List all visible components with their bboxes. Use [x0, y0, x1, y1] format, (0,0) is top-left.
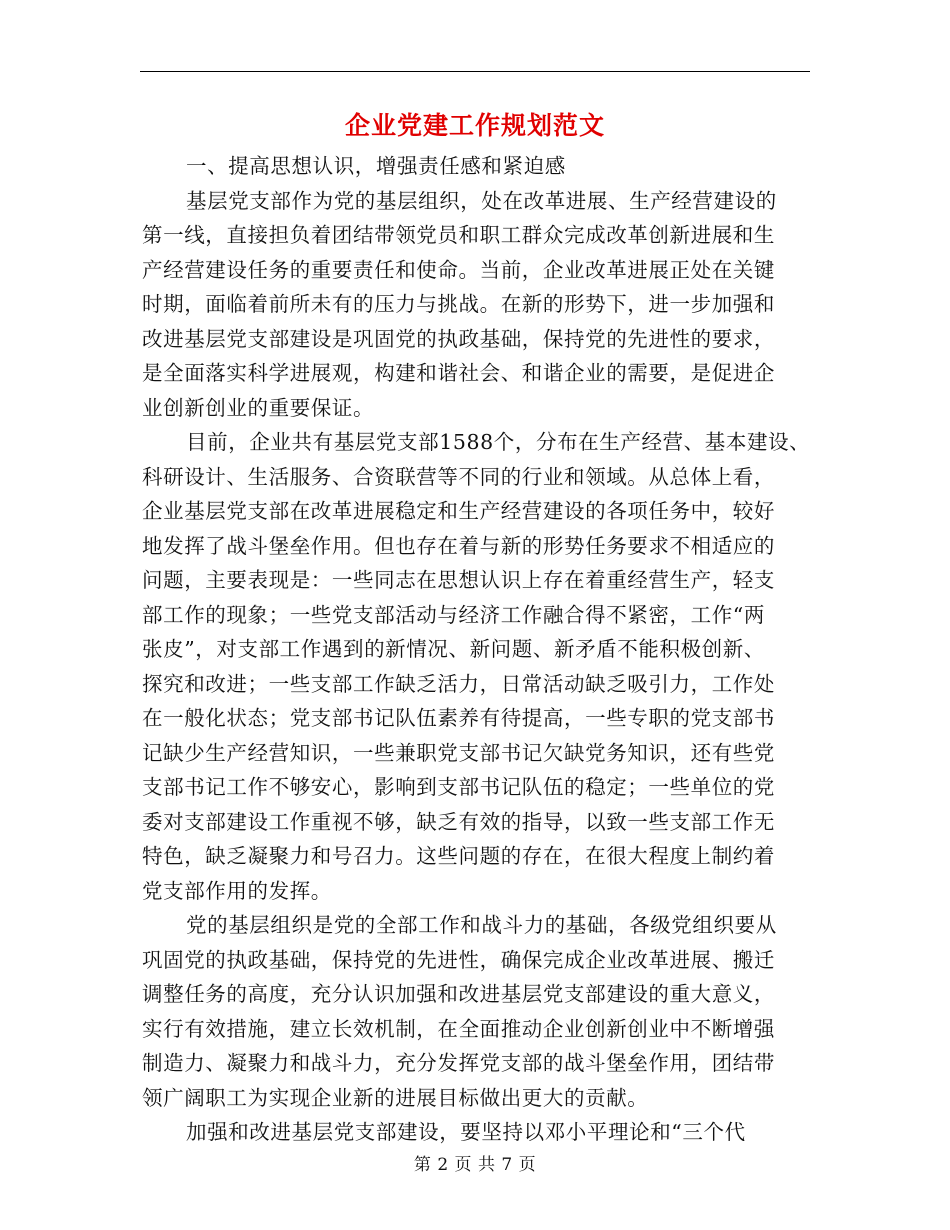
- body-text-line: 特色，缺乏凝聚力和号召力。这些问题的存在，在很大程度上制约着: [142, 844, 775, 868]
- body-text-line: 张皮”，对支部工作遇到的新情况、新问题、新矛盾不能积极创新、: [142, 637, 765, 661]
- header-rule: [140, 71, 810, 72]
- body-text-line: 记缺少生产经营知识，一些兼职党支部书记欠缺党务知识，还有些党: [142, 740, 775, 765]
- body-text-line: 巩固党的执政基础，保持党的先进性，确保完成企业改革进展、搬迁: [142, 947, 775, 972]
- body-text-line: 目前，企业共有基层党支部1588个，分布在生产经营、基本建设、: [186, 430, 811, 454]
- document-body: [142, 149, 814, 1150]
- document-title: 企业党建工作规划范文: [344, 111, 605, 140]
- body-text-line: 是全面落实科学进展观，构建和谐社会、和谐企业的需要，是促进企: [142, 361, 775, 385]
- body-text-line: 党支部作用的发挥。: [142, 878, 332, 903]
- body-text-line: 部工作的现象；一些党支部活动与经济工作融合得不紧密，工作“两: [142, 602, 765, 627]
- body-text-line: 基层党支部作为党的基层组织，处在改革进展、生产经营建设的: [186, 188, 777, 213]
- section-heading: 一、提高思想认识，增强责任感和紧迫感: [186, 154, 566, 178]
- body-text-line: 委对支部建设工作重视不够，缺乏有效的指导，以致一些支部工作无: [142, 809, 775, 834]
- body-text-line: 产经营建设任务的重要责任和使命。当前，企业改革进展正处在关键: [142, 257, 775, 282]
- body-text-line: 业创新创业的重要保证。: [142, 395, 375, 420]
- body-text-line: 地发挥了战斗堡垒作用。但也存在着与新的形势任务要求不相适应的: [142, 533, 775, 558]
- body-text-line: 在一般化状态；党支部书记队伍素养有待提高，一些专职的党支部书: [142, 706, 775, 730]
- body-text-line: 第一线，直接担负着团结带领党员和职工群众完成改革创新进展和生: [142, 223, 775, 247]
- body-text-line: 问题，主要表现是：一些同志在思想认识上存在着重经营生产，轻支: [142, 568, 775, 592]
- body-text-line: 时期，面临着前所未有的压力与挑战。在新的形势下，进一步加强和: [142, 292, 775, 316]
- body-text-line: 企业基层党支部在改革进展稳定和生产经营建设的各项任务中，较好: [142, 499, 775, 523]
- body-text-line: 探究和改进；一些支部工作缺乏活力，日常活动缺乏吸引力，工作处: [142, 671, 775, 696]
- body-text-line: 制造力、凝聚力和战斗力，充分发挥党支部的战斗堡垒作用，团结带: [142, 1051, 775, 1075]
- body-text-line: 加强和改进基层党支部建设，要坚持以邓小平理论和“三个代: [186, 1120, 746, 1144]
- body-text-line: 科研设计、生活服务、合资联营等不同的行业和领域。从总体上看，: [142, 464, 775, 489]
- page-number: 第 2 页 共 7 页: [413, 1155, 537, 1175]
- body-text-line: 党的基层组织是党的全部工作和战斗力的基础，各级党组织要从: [186, 913, 777, 937]
- body-text-line: 支部书记工作不够安心，影响到支部书记队伍的稳定；一些单位的党: [142, 775, 775, 799]
- body-text-line: 实行有效措施，建立长效机制，在全面推动企业创新创业中不断增强: [142, 1016, 775, 1041]
- body-text-line: 领广阔职工为实现企业新的进展目标做出更大的贡献。: [142, 1085, 649, 1110]
- body-text-line: 调整任务的高度，充分认识加强和改进基层党支部建设的重大意义，: [142, 982, 775, 1006]
- body-text-line: 改进基层党支部建设是巩固党的执政基础，保持党的先进性的要求，: [142, 326, 775, 351]
